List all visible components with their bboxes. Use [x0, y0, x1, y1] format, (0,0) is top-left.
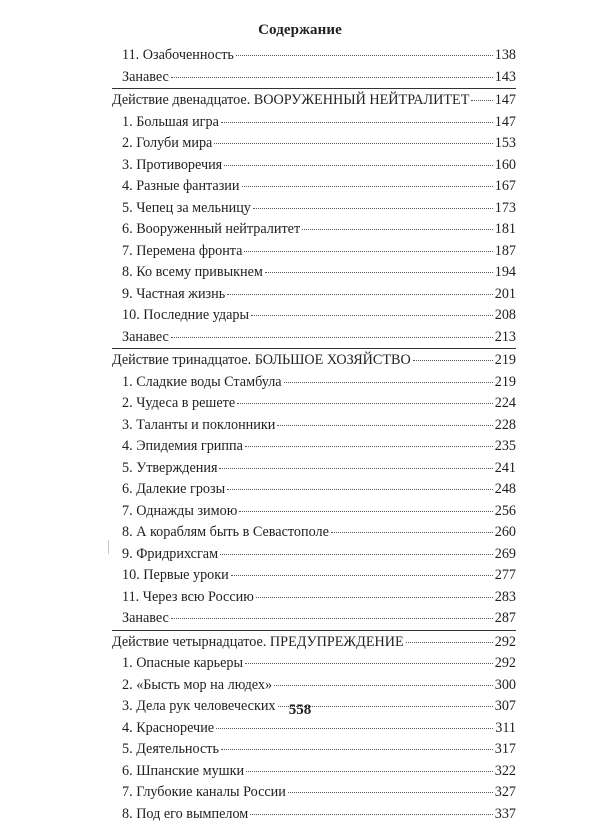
toc-curtain-entry: [112, 67, 516, 89]
toc-row-inner: [122, 587, 516, 609]
toc-row-inner: [122, 415, 516, 437]
toc-entry: [112, 653, 516, 675]
toc-row-inner: [122, 284, 516, 306]
toc-row-inner: [122, 608, 516, 630]
toc-entry: [112, 718, 516, 740]
toc-entry-title: Действие четырнадцатое. ПРЕДУПРЕЖДЕНИЕ: [112, 632, 404, 654]
toc-entry-page: 337: [495, 804, 516, 825]
toc-row-inner: [122, 155, 516, 177]
dot-leader: [236, 55, 493, 56]
toc-entry-title: 7. Глубокие каналы России: [122, 782, 286, 804]
toc-entry-title: 8. А кораблям быть в Севастополе: [122, 522, 329, 544]
dot-leader: [227, 489, 493, 490]
toc-curtain-entry: [112, 327, 516, 349]
toc-entry-page: 260: [495, 522, 516, 544]
toc-entry-title: 6. Вооруженный нейтралитет: [122, 219, 300, 241]
dot-leader: [219, 468, 492, 469]
toc-entry: [112, 176, 516, 198]
page-number: 558: [0, 702, 600, 719]
toc-entry-title: 4. Разные фантазии: [122, 176, 240, 198]
toc-row-inner: [122, 176, 516, 198]
toc-entry: [112, 804, 516, 825]
dot-leader: [265, 272, 493, 273]
toc-entry-page: 300: [495, 675, 516, 697]
toc-row-inner: [122, 112, 516, 134]
toc-row-inner: [112, 632, 516, 654]
toc-entry-title: 5. Утверждения: [122, 458, 217, 480]
toc-entry-title: Занавес: [122, 608, 169, 630]
toc-entry-page: 307: [495, 696, 516, 718]
toc-entry: [112, 544, 516, 566]
toc-entry: [112, 372, 516, 394]
toc-entry-title: 5. Деятельность: [122, 739, 219, 761]
toc-row-inner: [112, 90, 516, 112]
toc-entry: [112, 305, 516, 327]
toc-row-inner: [122, 782, 516, 804]
toc-entry-title: 10. Первые уроки: [122, 565, 229, 587]
toc-entry-page: 248: [495, 479, 516, 501]
toc-row-inner: [122, 133, 516, 155]
dot-leader: [256, 597, 493, 598]
dot-leader: [253, 208, 493, 209]
toc-entry-title: 2. «Бысть мор на людех»: [122, 675, 272, 697]
section-divider: [112, 630, 516, 631]
toc-entry-page: 167: [495, 176, 516, 198]
toc-entry: [112, 219, 516, 241]
dot-leader: [413, 360, 493, 361]
section-divider: [112, 348, 516, 349]
toc-entry-title: 4. Красноречие: [122, 718, 214, 740]
toc-entry-page: 219: [495, 372, 516, 394]
toc-entry: [112, 284, 516, 306]
dot-leader: [277, 425, 492, 426]
dot-leader: [220, 554, 493, 555]
toc-entry-page: 201: [495, 284, 516, 306]
toc-entry-page: 181: [495, 219, 516, 241]
margin-mark: [108, 540, 109, 554]
toc-row-inner: [122, 761, 516, 783]
dot-leader: [471, 100, 492, 101]
toc-entry-page: 317: [495, 739, 516, 761]
toc-row-inner: [122, 458, 516, 480]
toc-entry-page: 256: [495, 501, 516, 523]
toc-entry-title: 6. Шпанские мушки: [122, 761, 244, 783]
toc-entry-title: 3. Противоречия: [122, 155, 222, 177]
toc-entry: [112, 782, 516, 804]
dot-leader: [250, 814, 492, 815]
toc-entry: [112, 112, 516, 134]
toc-entry-page: 311: [495, 718, 516, 740]
toc-entry: [112, 587, 516, 609]
toc-entry-page: 147: [495, 112, 516, 134]
toc-entry-page: 228: [495, 415, 516, 437]
toc-entry-title: 2. Чудеса в решете: [122, 393, 235, 415]
toc-entry-page: 208: [495, 305, 516, 327]
toc-entry-page: 292: [495, 653, 516, 675]
toc-row-inner: [122, 198, 516, 220]
dot-leader: [245, 446, 493, 447]
toc-row-inner: [122, 565, 516, 587]
toc-entry: [112, 133, 516, 155]
dot-leader: [221, 122, 493, 123]
dot-leader: [245, 663, 493, 664]
toc-entry-title: Занавес: [122, 67, 169, 89]
toc-row-inner: [122, 45, 516, 67]
dot-leader: [231, 575, 493, 576]
toc-row-inner: [122, 67, 516, 89]
toc-row-inner: [122, 372, 516, 394]
toc-row-inner: [122, 544, 516, 566]
toc-entry-title: Действие двенадцатое. ВООРУЖЕННЫЙ НЕЙТРАЛИТЕТ: [112, 90, 469, 112]
toc-row-inner: [122, 241, 516, 263]
toc-entry: [112, 393, 516, 415]
toc-entry-page: 173: [495, 198, 516, 220]
toc-entry-page: 138: [495, 45, 516, 67]
toc-entry: [112, 198, 516, 220]
dot-leader: [274, 685, 493, 686]
toc-entry-title: Действие тринадцатое. БОЛЬШОЕ ХОЗЯЙСТВО: [112, 350, 411, 372]
toc-entry-page: 241: [495, 458, 516, 480]
dot-leader: [251, 315, 493, 316]
dot-leader: [214, 143, 492, 144]
toc-entry: [112, 501, 516, 523]
toc-entry-page: 224: [495, 393, 516, 415]
toc-entry-title: 1. Большая игра: [122, 112, 219, 134]
toc-entry-page: 143: [495, 67, 516, 89]
toc-entry: [112, 761, 516, 783]
dot-leader: [227, 294, 492, 295]
toc-entry-page: 213: [495, 327, 516, 349]
toc-entry-title: 8. Ко всему привыкнем: [122, 262, 263, 284]
dot-leader: [237, 403, 493, 404]
toc-entry-title: Занавес: [122, 327, 169, 349]
dot-leader: [284, 382, 493, 383]
toc-entry: [112, 45, 516, 67]
toc-entry-page: 277: [495, 565, 516, 587]
toc-entry-title: 4. Эпидемия гриппа: [122, 436, 243, 458]
toc-entry-title: 9. Частная жизнь: [122, 284, 225, 306]
toc-curtain-entry: [112, 608, 516, 630]
dot-leader: [239, 511, 492, 512]
toc-entry-title: 9. Фридрихсгам: [122, 544, 218, 566]
toc-entry: [112, 155, 516, 177]
toc-row-inner: [122, 522, 516, 544]
toc-row-inner: [122, 653, 516, 675]
toc-entry-title: 1. Сладкие воды Стамбула: [122, 372, 282, 394]
toc-entry-page: 327: [495, 782, 516, 804]
toc-entry: [112, 458, 516, 480]
toc-row-inner: [122, 393, 516, 415]
toc-row-inner: [122, 804, 516, 825]
toc-entry-page: 287: [495, 608, 516, 630]
toc-entry-page: 235: [495, 436, 516, 458]
toc-entry-page: 219: [495, 350, 516, 372]
toc-entry-page: 160: [495, 155, 516, 177]
dot-leader: [216, 728, 493, 729]
dot-leader: [244, 251, 492, 252]
toc-entry-title: 10. Последние удары: [122, 305, 249, 327]
toc-entry: [112, 241, 516, 263]
section-divider: [112, 88, 516, 89]
toc-entry-page: 322: [495, 761, 516, 783]
toc-entry-page: 194: [495, 262, 516, 284]
toc-entry-title: 5. Чепец за мельницу: [122, 198, 251, 220]
toc-entry-title: 2. Голуби мира: [122, 133, 212, 155]
dot-leader: [242, 186, 493, 187]
toc-row-inner: [122, 436, 516, 458]
toc-act-heading: [112, 90, 516, 112]
toc-entry-title: 11. Озабоченность: [122, 45, 234, 67]
toc-entry-page: 269: [495, 544, 516, 566]
toc-entry: [112, 565, 516, 587]
dot-leader: [331, 532, 493, 533]
toc-entry-title: 8. Под его вымпелом: [122, 804, 248, 825]
toc-row-inner: [122, 262, 516, 284]
dot-leader: [406, 642, 493, 643]
toc-entry: [112, 415, 516, 437]
dot-leader: [171, 337, 493, 338]
toc-row-inner: [122, 327, 516, 349]
toc-entry-title: 6. Далекие грозы: [122, 479, 225, 501]
page-title: Содержание: [0, 22, 600, 39]
toc-row-inner: [122, 718, 516, 740]
toc-entry-page: 292: [495, 632, 516, 654]
toc-row-inner: [122, 501, 516, 523]
dot-leader: [246, 771, 493, 772]
toc-row-inner: [122, 305, 516, 327]
dot-leader: [171, 77, 493, 78]
toc-row-inner: [122, 675, 516, 697]
toc-entry: [112, 436, 516, 458]
toc-act-heading: [112, 632, 516, 654]
toc-entry-title: 7. Перемена фронта: [122, 241, 242, 263]
toc-entry-title: 3. Таланты и поклонники: [122, 415, 275, 437]
toc-row-inner: [122, 219, 516, 241]
toc-entry-title: 11. Через всю Россию: [122, 587, 254, 609]
toc-row-inner: [112, 350, 516, 372]
toc-entry-title: 7. Однажды зимою: [122, 501, 237, 523]
dot-leader: [288, 792, 493, 793]
toc-entry: [112, 479, 516, 501]
toc-entry-title: 1. Опасные карьеры: [122, 653, 243, 675]
toc-entry-page: 283: [495, 587, 516, 609]
dot-leader: [171, 618, 493, 619]
toc-entry-page: 187: [495, 241, 516, 263]
toc-entry-page: 147: [495, 90, 516, 112]
toc-entry: [112, 262, 516, 284]
toc-act-heading: [112, 350, 516, 372]
toc-entry: [112, 675, 516, 697]
toc-entry: [112, 522, 516, 544]
toc-row-inner: [122, 479, 516, 501]
dot-leader: [224, 165, 493, 166]
dot-leader: [302, 229, 493, 230]
toc-entry-page: 153: [495, 133, 516, 155]
toc-entry-title: 3. Дела рук человеческих: [122, 696, 276, 718]
